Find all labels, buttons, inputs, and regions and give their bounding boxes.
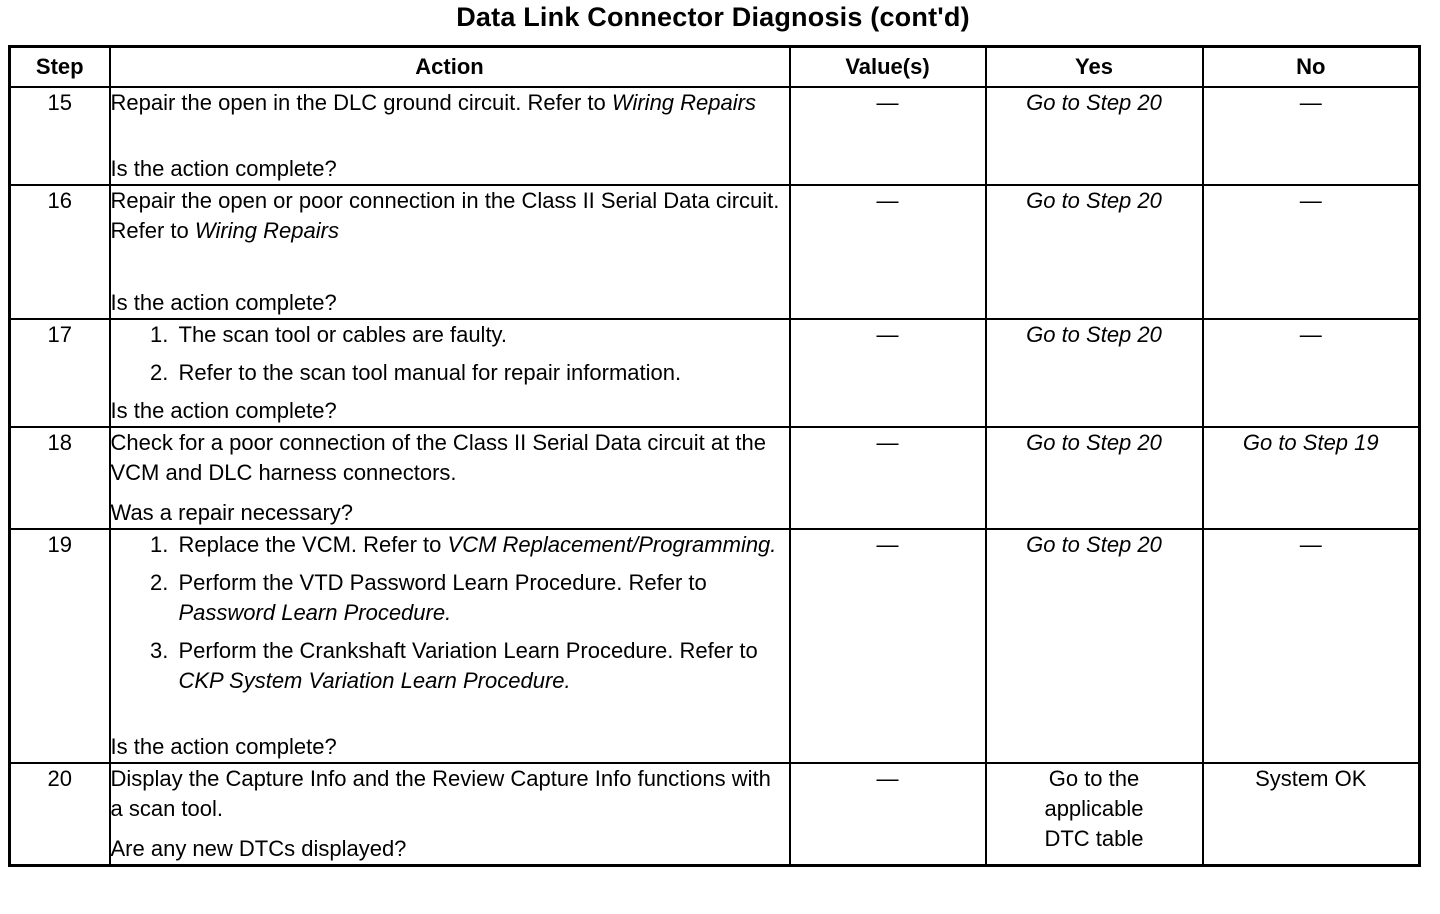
action-question: Is the action complete? — [110, 290, 337, 315]
action-cell — [110, 427, 790, 529]
no-cell: Go to Step 19 — [1203, 427, 1420, 529]
yes-cell: Go to Step 20 — [986, 185, 1203, 319]
yes-cell — [986, 763, 1203, 866]
reference-link: VCM Replacement/Programming. — [447, 532, 777, 557]
step-number: 20 — [10, 763, 110, 866]
reference-link: Wiring Repairs — [611, 90, 756, 115]
action-question: Is the action complete? — [110, 156, 337, 181]
step-number: 17 — [10, 319, 110, 427]
action-cell — [110, 529, 790, 763]
no-cell: — — [1203, 87, 1420, 185]
yes-cell: Go to Step 20 — [986, 319, 1203, 427]
step-number: 16 — [10, 185, 110, 319]
value-cell: — — [790, 319, 986, 427]
list-item: 1. The scan tool or cables are faulty. — [175, 320, 789, 350]
reference-link: Wiring Repairs — [194, 218, 339, 243]
yes-cell: Go to Step 20 — [986, 87, 1203, 185]
action-question: Is the action complete? — [110, 398, 337, 423]
value-cell: — — [790, 529, 986, 763]
action-cell — [110, 763, 790, 866]
table-row — [10, 529, 1420, 763]
diagnosis-table — [8, 45, 1421, 867]
action-cell — [110, 319, 790, 427]
no-cell: — — [1203, 529, 1420, 763]
reference-link: CKP System Variation Learn Procedure. — [178, 668, 571, 693]
action-question: Is the action complete? — [110, 734, 337, 759]
reference-link: Password Learn Procedure. — [178, 600, 452, 625]
action-cell — [110, 87, 790, 185]
yes-cell: Go to Step 20 — [986, 529, 1203, 763]
step-number: 19 — [10, 529, 110, 763]
action-cell — [110, 185, 790, 319]
yes-cell: Go to Step 20 — [986, 427, 1203, 529]
step-number: 18 — [10, 427, 110, 529]
action-question: Was a repair necessary? — [110, 500, 354, 525]
list-item: 2. Perform the VTD Password Learn Procedure. Refer to Password Learn Procedure. — [175, 568, 789, 628]
action-text: Repair the open or poor connection in the Class II Serial Data circuit. Refer to Wiring Repairs — [110, 188, 780, 243]
value-cell: — — [790, 185, 986, 319]
no-cell: System OK — [1203, 763, 1420, 866]
action-list — [111, 530, 789, 704]
header-values: Value(s) — [790, 47, 986, 88]
header-step: Step — [10, 47, 110, 88]
header-row — [10, 47, 1420, 88]
value-cell: — — [790, 87, 986, 185]
value-cell: — — [790, 427, 986, 529]
header-no: No — [1203, 47, 1420, 88]
table-row — [10, 319, 1420, 427]
step-number: 15 — [10, 87, 110, 185]
page-title: Data Link Connector Diagnosis (cont'd) — [456, 2, 970, 32]
header-action: Action — [110, 47, 790, 88]
no-cell: — — [1203, 185, 1420, 319]
table-row — [10, 763, 1420, 866]
value-cell: — — [790, 763, 986, 866]
action-text: Repair the open in the DLC ground circuit. Refer to Wiring Repairs — [110, 90, 756, 115]
table-row — [10, 427, 1420, 529]
action-question: Are any new DTCs displayed? — [110, 836, 407, 861]
yes-text: Go to the applicable DTC table — [1044, 766, 1144, 851]
header-yes: Yes — [986, 47, 1203, 88]
list-item: 3. Perform the Crankshaft Variation Learn Procedure. Refer to CKP System Variation Learn Procedure. — [175, 636, 789, 696]
list-item: 2. Refer to the scan tool manual for repair information. — [175, 358, 789, 388]
list-item: 1. Replace the VCM. Refer to VCM Replacement/Programming. — [175, 530, 789, 560]
table-row — [10, 87, 1420, 185]
table-row — [10, 185, 1420, 319]
action-list — [111, 320, 789, 396]
action-text: Display the Capture Info and the Review Capture Info functions with a scan tool. — [110, 766, 771, 821]
no-cell: — — [1203, 319, 1420, 427]
action-text: Check for a poor connection of the Class II Serial Data circuit at the VCM and DLC harness connectors. — [110, 430, 766, 485]
